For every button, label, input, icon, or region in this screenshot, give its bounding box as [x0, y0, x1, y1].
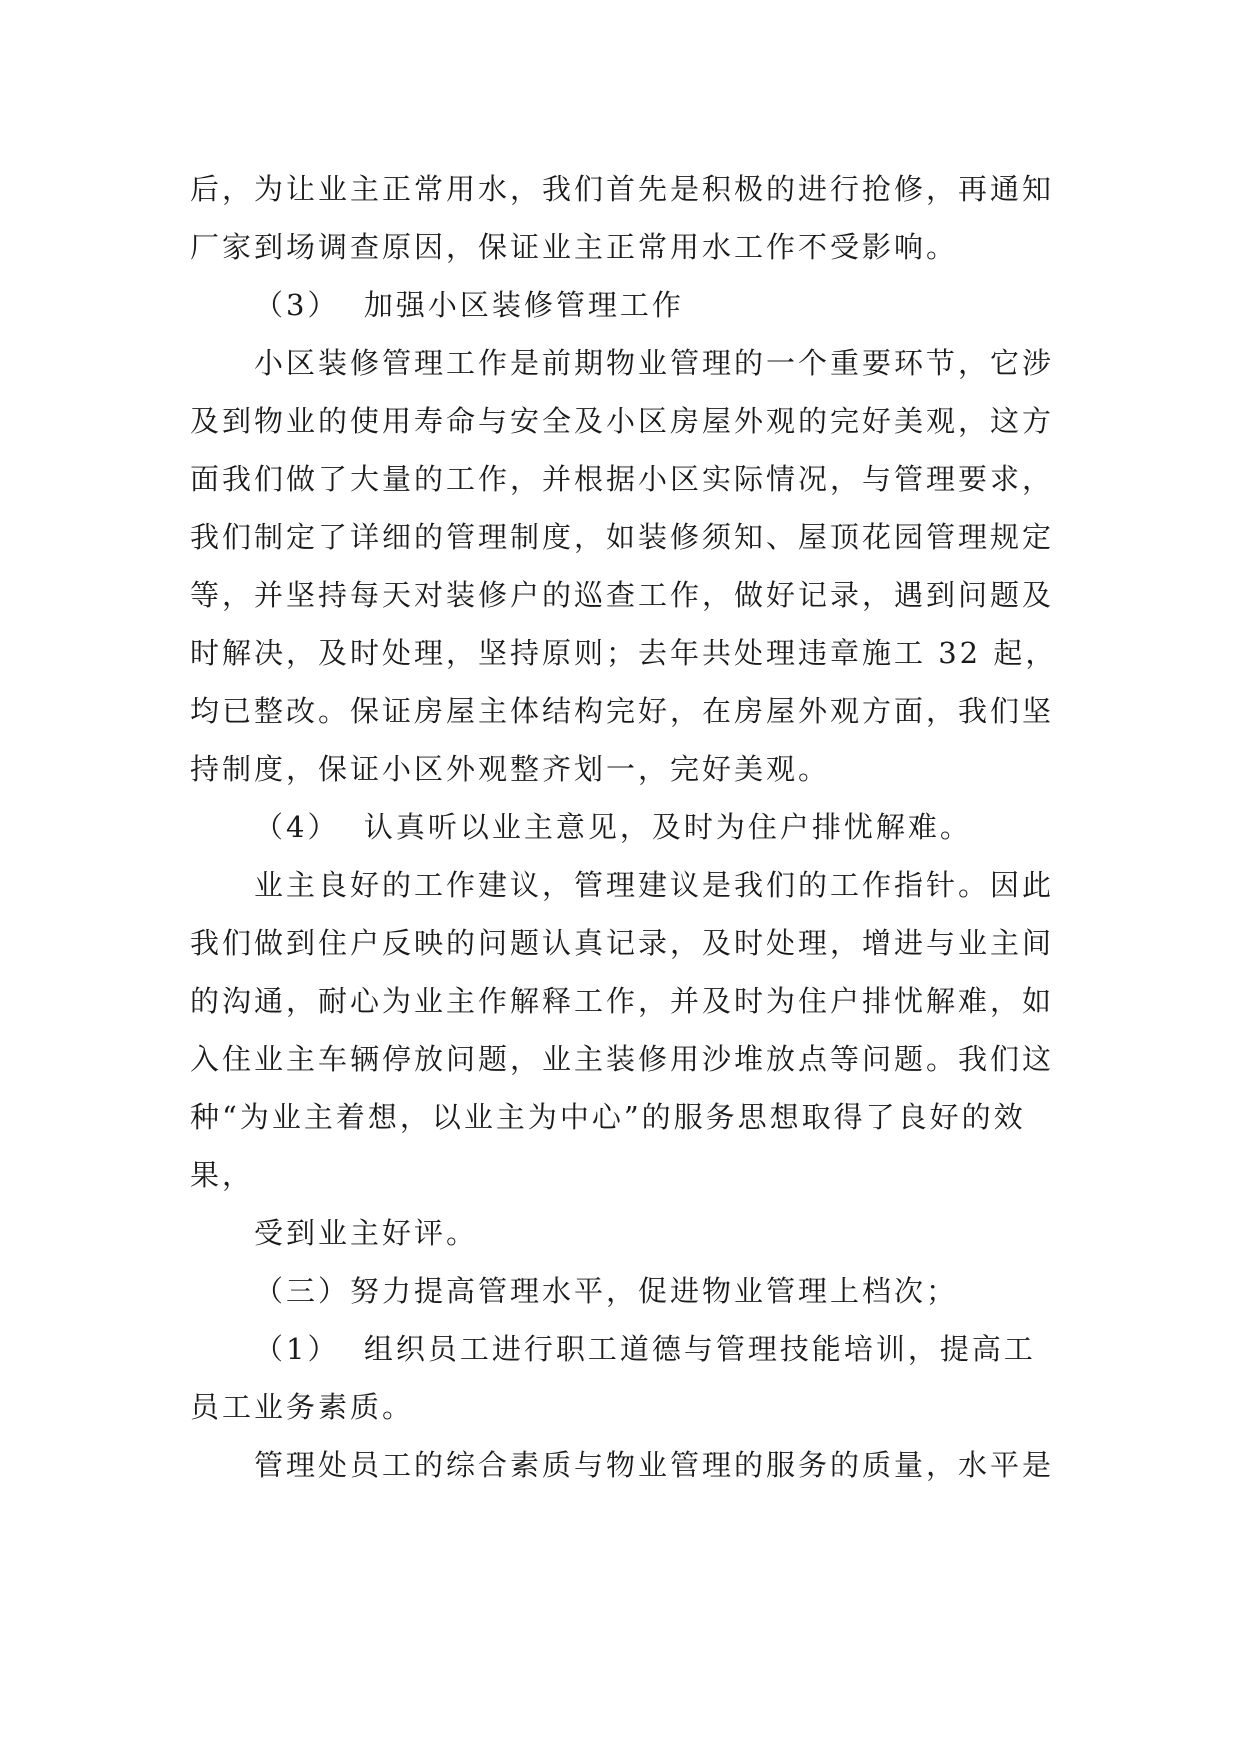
paragraph-owner-praise: 受到业主好评。	[254, 1216, 479, 1250]
heading-item-3: （3） 加强小区装修管理工作	[254, 288, 684, 322]
heading-section-3: （三）努力提高管理水平，促进物业管理上档次；	[254, 1274, 959, 1308]
document-body	[190, 160, 1060, 1494]
paragraph-continued-water: 后，为让业主正常用水，我们首先是积极的进行抢修，再通知厂家到场调查原因，保证业主正常用水工作不受影响。	[190, 172, 1055, 264]
heading-item-1: （1） 组织员工进行职工道德与管理技能培训，提高工员工业务素质。	[190, 1332, 1036, 1424]
paragraph-staff-quality: 管理处员工的综合素质与物业管理的服务的质量，水平是	[254, 1448, 1055, 1482]
paragraph-renovation-management: 小区装修管理工作是前期物业管理的一个重要环节，它涉及到物业的使用寿命与安全及小区房屋外观的完好美观，这方面我们做了大量的工作，并根据小区实际情况，与管理要求，我们制定了详细的管理制度，如装修须知、屋顶花园管理规定等，并坚持每天对装修户的巡查工作，做好记录，遇到问题及时解决，及时处理，坚持原则；去年共处理违章施工 32 起，均已整改。保证房屋主体结构完好，在房屋外观方面，我们坚持制度，保证小区外观整齐划一，完好美观。	[190, 346, 1058, 786]
paragraph-owner-advice: 业主良好的工作建议，管理建议是我们的工作指针。因此我们做到住户反映的问题认真记录，及时处理，增进与业主间的沟通，耐心为业主作解释工作，并及时为住户排忧解难，如入住业主车辆停放问题，业主装修用沙堆放点等问题。我们这种“为业主着想，以业主为中心”的服务思想取得了良好的效果，	[190, 868, 1055, 1192]
heading-item-4: （4） 认真听以业主意见，及时为住户排忧解难。	[254, 810, 972, 844]
